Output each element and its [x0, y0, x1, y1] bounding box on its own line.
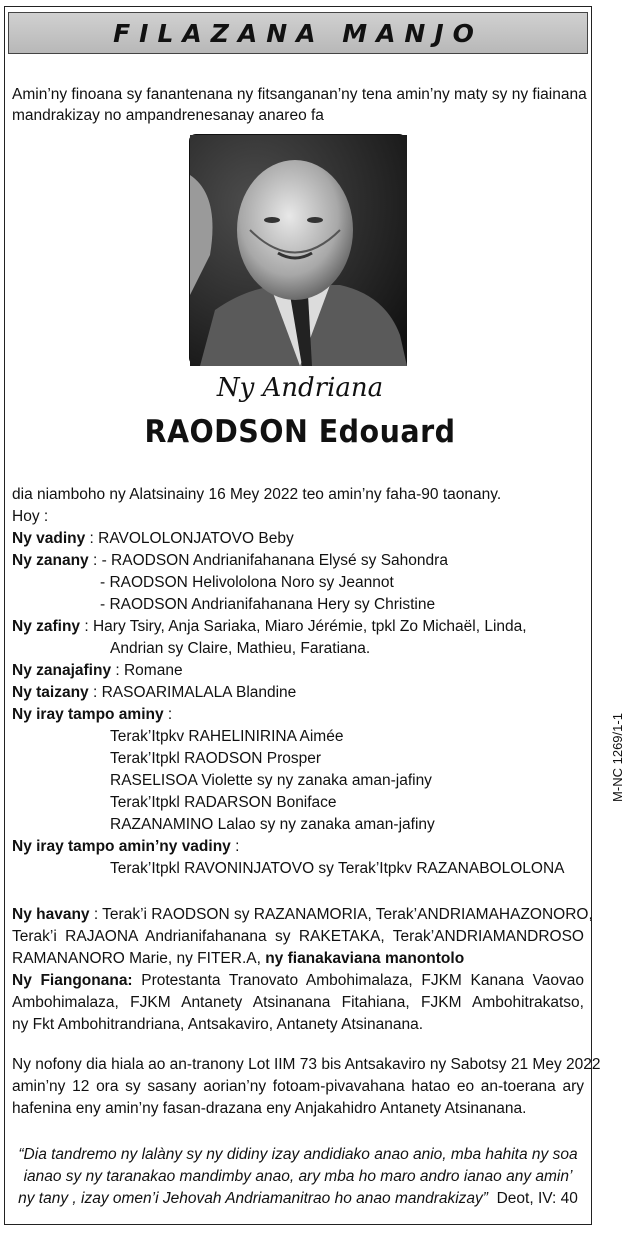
funeral-line-3: hafenina eny amin’ny fasan-drazana eny Anjakahidro Antanety Atsinanana. [12, 1100, 527, 1117]
great-grandchildren-name: : Romane [111, 662, 183, 679]
siblings-label: Ny iray tampo aminy [12, 706, 164, 723]
children-item: : - RAODSON Andrianifahanana Elysé sy Sahondra [88, 552, 448, 569]
notice-title: FILAZANA MANJO [113, 18, 483, 48]
sibling-item: Terak’Itpkl RAODSON Prosper [110, 750, 322, 767]
sibling-item: Terak’Itpkl RADARSON Boniface [110, 794, 337, 811]
grandchildren-list: : Hary Tsiry, Anja Sariaka, Miaro Jérémie, tpkl Zo Michaël, Linda, [80, 618, 527, 635]
children-line-1 [12, 550, 448, 571]
relatives-text: : Terak’i RAODSON sy RAZANAMORIA, Terak’ANDRIAMAHAZONORO, [89, 906, 593, 923]
relatives-line-1 [12, 904, 593, 925]
whole-family-text: ny fianakaviana manontolo [265, 950, 465, 967]
ad-reference-code: M-NC 1269/1-1 [609, 713, 625, 802]
churches-label: Ny Fiangonana: [12, 972, 133, 989]
intro-line-2: mandrakizay no ampandrenesanay anareo fa [12, 107, 324, 124]
funeral-line-2: amin’ny 12 ora sy sasany aorian’ny fotoam-pivavahana hatao eo an-toerana ary [12, 1078, 584, 1095]
sibling-item: RAZANAMINO Lalao sy ny zanaka aman-jafiny [110, 816, 435, 833]
hoy-label: Hoy : [12, 508, 49, 525]
spouse-line [12, 528, 294, 549]
deceased-name: RAODSON Edouard [144, 414, 456, 450]
spouse-label: Ny vadiny [12, 530, 86, 547]
churches-line-1 [12, 970, 584, 991]
relatives-label: Ny havany [12, 906, 90, 923]
bible-verse-line-2: ianao sy ny taranakao mandimby anao, ary mba ho maro andro ianao any amin’ [23, 1168, 573, 1185]
spouse-name: RAVOLOLONJATOVO Beby [98, 530, 294, 547]
churches-line-2: Ambohimalaza, FJKM Antanety Atsinanana Fitahiana, FJKM Ambohitrakatso, [12, 994, 584, 1011]
sibling-item: RASELISOA Violette sy ny zanaka aman-jafiny [110, 772, 432, 789]
relatives-text: RAMANANORO Marie, ny FITER.A, [12, 950, 266, 967]
bible-verse-line-3 [12, 1188, 584, 1209]
churches-text: Protestanta Tranovato Ambohimalaza, FJKM Kanana Vaovao [132, 972, 585, 989]
great-grandchildren-line [12, 660, 183, 681]
siblings-heading [12, 704, 172, 725]
relatives-line-3 [12, 948, 464, 969]
foster-label: Ny taizany [12, 684, 89, 701]
great-grandchildren-label: Ny zanajafiny [12, 662, 112, 679]
sibling-item: Terak’Itpkv RAHELINIRINA Aimée [110, 728, 344, 745]
intro-line-1: Amin’ny finoana sy fanantenana ny fitsanganan’ny tena amin’ny maty sy ny fiainana [12, 86, 587, 103]
spouse-separator: : [85, 530, 99, 547]
foster-name: : RASOARIMALALA Blandine [88, 684, 297, 701]
death-announcement: dia niamboho ny Alatsinainy 16 Mey 2022 teo amin’ny faha-90 taonany. [12, 486, 502, 503]
children-label: Ny zanany [12, 552, 89, 569]
bible-verse-reference: Deot, IV: 40 [496, 1190, 578, 1207]
deceased-honorific: Ny Andriana [216, 373, 384, 403]
spouse-siblings-colon: : [230, 838, 240, 855]
spouse-siblings-names: Terak’Itpkl RAVONINJATOVO sy Terak’Itpkv RAZANABOLOLONA [110, 860, 565, 877]
children-line-2: - RAODSON Helivololona Noro sy Jeannot [100, 574, 394, 591]
spouse-siblings-heading [12, 836, 239, 857]
relatives-line-2: Terak’i RAJAONA Andrianifahanana sy RAKETAKA, Terak’ANDRIAMANDROSO [12, 928, 584, 945]
children-line-3: - RAODSON Andrianifahanana Hery sy Christine [100, 596, 436, 613]
deceased-portrait [189, 134, 406, 365]
bible-verse-line-1: “Dia tandremo ny lalàny sy ny didiny izay andidiako anao anio, mba hahita ny soa [18, 1146, 578, 1163]
foster-line [12, 682, 296, 703]
churches-line-3: ny Fkt Ambohitrandriana, Antsakaviro, Antanety Atsinanana. [12, 1016, 423, 1033]
notice-header [8, 12, 588, 54]
siblings-colon: : [163, 706, 173, 723]
grandchildren-line-1 [12, 616, 527, 637]
bible-verse-text: ny tany , izay omen’i Jehovah Andriamanitrao ho anao mandrakizay” [18, 1190, 488, 1207]
grandchildren-label: Ny zafiny [12, 618, 81, 635]
spouse-siblings-label: Ny iray tampo amin’ny vadiny [12, 838, 231, 855]
funeral-line-1: Ny nofony dia hiala ao an-tranony Lot IIM 73 bis Antsakaviro ny Sabotsy 21 Mey 2022 [12, 1056, 601, 1073]
grandchildren-line-2: Andrian sy Claire, Mathieu, Faratiana. [110, 640, 371, 657]
